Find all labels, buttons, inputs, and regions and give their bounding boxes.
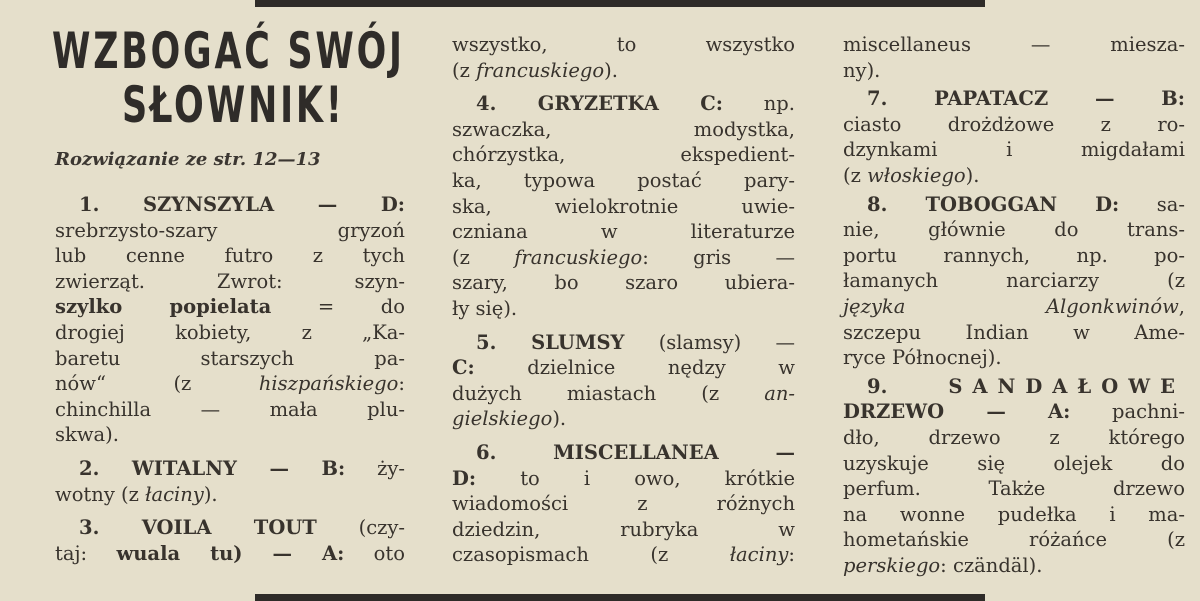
text-run: uzyskuje się olejek do [843, 451, 1185, 475]
text-line [843, 374, 1185, 400]
text-run: szwaczka, modystka, [452, 117, 795, 141]
text-line [843, 553, 1185, 579]
text-run: to i owo, krótkie [476, 466, 795, 490]
text-run: : [788, 543, 795, 567]
text-line [452, 381, 795, 407]
bold-term: 8. TOBOGGAN D: [867, 192, 1120, 216]
entry-paragraph [843, 192, 1185, 371]
text-run: dło, drzewo z którego [843, 425, 1185, 449]
italic-run: łaciny [729, 543, 789, 567]
text-line [452, 542, 795, 568]
text-run: : gris — [642, 245, 795, 269]
text-run: (z [452, 245, 515, 269]
text-line [452, 219, 795, 245]
bold-term: 4. GRYZETKA C: [476, 92, 723, 116]
bold-term: DRZEWO — A: [843, 400, 1071, 424]
entry-paragraph [843, 32, 1185, 83]
text-line [55, 422, 405, 448]
text-line [452, 330, 795, 356]
text-line [843, 320, 1185, 346]
text-run: : czändäl). [940, 553, 1043, 577]
entry-paragraph [452, 440, 795, 568]
text-run: dzynkami i migdałami [843, 138, 1185, 162]
entry-paragraph [452, 330, 795, 432]
entry-paragraph [843, 86, 1185, 188]
text-line [843, 502, 1185, 528]
text-line [843, 86, 1185, 112]
text-run: (z [843, 163, 868, 187]
text-line [452, 58, 795, 84]
text-run: oto [344, 541, 406, 565]
text-line [55, 371, 405, 397]
text-run: , [1178, 294, 1185, 318]
text-line [843, 137, 1185, 163]
italic-run: an- [764, 381, 795, 405]
text-line [452, 142, 795, 168]
text-line [843, 476, 1185, 502]
bold-term: 5. SLUMSY [476, 330, 625, 354]
text-run: baretu starszych pa- [55, 346, 405, 370]
text-line [843, 217, 1185, 243]
text-line [55, 218, 405, 244]
text-line [55, 482, 405, 508]
text-column-3 [843, 32, 1185, 578]
text-line [452, 168, 795, 194]
text-line [55, 294, 405, 320]
text-run: portu rannych, np. po- [843, 243, 1185, 267]
text-line [843, 268, 1185, 294]
bold-term: 2. WITALNY — B: [79, 456, 346, 480]
text-line [843, 58, 1185, 84]
text-column-1 [55, 192, 405, 566]
italic-run: łaciny [145, 482, 204, 506]
italic-run: języka Algonkwinów [843, 294, 1179, 318]
text-run: pachni- [1070, 400, 1185, 424]
bold-term: 7. PAPATACZ — B: [867, 87, 1185, 111]
text-line [452, 491, 795, 517]
text-run: zwierząt. Zwrot: szyn- [55, 269, 405, 293]
text-run: czniana w literaturze [452, 220, 795, 244]
entry-paragraph [55, 515, 405, 566]
text-run: ). [965, 163, 980, 187]
text-run: dziedzin, rubryka w [452, 517, 795, 541]
bold-term: wuala tu) — A: [116, 541, 345, 565]
text-run: (z [452, 58, 477, 82]
italic-run: gielskiego [452, 407, 553, 431]
text-run: ryce Północnej). [843, 346, 1002, 370]
text-run: nie, głównie do trans- [843, 218, 1185, 242]
text-run: ka, typowa postać pary- [452, 168, 795, 192]
text-line [452, 296, 795, 322]
text-line [55, 192, 405, 218]
bold-term: 9. [867, 374, 949, 398]
text-run: ciasto drożdżowe z ro- [843, 112, 1185, 136]
headline-line-2: SŁOWNIK! [122, 76, 345, 134]
text-run: skwa). [55, 423, 119, 447]
text-run: wiadomości z różnych [452, 492, 795, 516]
text-run: (czy- [316, 516, 406, 540]
text-line [452, 194, 795, 220]
text-run: sa- [1119, 192, 1185, 216]
text-column-2 [452, 32, 795, 568]
text-line [843, 163, 1185, 189]
text-run: ska, wielokrotnie uwie- [452, 194, 795, 218]
text-run: czasopismach (z [452, 543, 730, 567]
text-run: chórzystka, ekspedient- [452, 143, 795, 167]
text-run: na wonne pudełka i ma- [843, 502, 1185, 526]
italic-run: hiszpańskiego [258, 372, 399, 396]
entry-paragraph [452, 91, 795, 321]
text-line [843, 294, 1185, 320]
text-line [55, 243, 405, 269]
entry-paragraph [843, 374, 1185, 579]
entry-paragraph [55, 456, 405, 507]
text-run: nów“ (z [55, 372, 259, 396]
bold-term: C: [452, 356, 475, 380]
text-run: dzielnice nędzy w [474, 356, 795, 380]
text-line [452, 32, 795, 58]
italic-run: francuskiego [476, 58, 605, 82]
text-run: łamanych narciarzy (z [843, 269, 1185, 293]
text-line [55, 515, 405, 541]
bold-term: SANDAŁOWE [948, 374, 1185, 398]
subtitle: Rozwiązanie ze str. 12—13 [55, 149, 321, 170]
italic-run: włoskiego [867, 163, 966, 187]
text-line [843, 399, 1185, 425]
text-line [843, 112, 1185, 138]
text-run: lub cenne futro z tych [55, 244, 405, 268]
text-line [55, 269, 405, 295]
text-line [843, 527, 1185, 553]
text-line [452, 117, 795, 143]
text-line [843, 345, 1185, 371]
bold-term: 3. VOILA TOUT [79, 516, 317, 540]
text-run: hometańskie różańce (z [843, 528, 1185, 552]
bold-term: 1. SZYNSZYLA — D: [79, 193, 405, 216]
bold-term: D: [452, 466, 477, 490]
text-run: ny). [843, 58, 881, 82]
italic-run: perskiego [843, 553, 941, 577]
text-run: ). [203, 482, 218, 506]
text-run: drogiej kobiety, z „Ka- [55, 320, 405, 344]
text-run: srebrzysto-szary gryzoń [55, 218, 405, 242]
text-run: ży- [345, 456, 405, 480]
text-line [452, 440, 795, 466]
text-line [843, 243, 1185, 269]
text-line [452, 270, 795, 296]
bold-term: szylko popielata [55, 295, 272, 319]
text-line [843, 425, 1185, 451]
text-run: : [398, 372, 405, 396]
text-line [452, 517, 795, 543]
text-line [55, 346, 405, 372]
text-run: np. [722, 92, 795, 116]
text-run: szczepu Indian w Ame- [843, 320, 1185, 344]
text-line [843, 192, 1185, 218]
text-line [55, 456, 405, 482]
bold-term: 6. MISCELLANEA — [476, 440, 795, 464]
text-run: chinchilla — mała plu- [55, 397, 405, 421]
text-line [452, 91, 795, 117]
text-line [452, 466, 795, 492]
text-run: taj: [55, 541, 117, 565]
text-run: szary, bo szaro ubiera- [452, 271, 795, 295]
text-line [452, 245, 795, 271]
italic-run: francuskiego [514, 245, 643, 269]
text-run: ). [604, 58, 618, 82]
text-run: wszystko, to wszystko [452, 33, 795, 56]
entry-paragraph [55, 192, 405, 448]
text-run: ły się). [452, 296, 518, 320]
text-run: wotny (z [55, 482, 146, 506]
top-rule [255, 0, 985, 7]
text-run: (slamsy) — [624, 330, 796, 354]
text-line [452, 406, 795, 432]
text-line [55, 397, 405, 423]
text-run: perfum. Także drzewo [843, 477, 1185, 501]
text-line [843, 32, 1185, 58]
headline-line-1: WZBOGAĆ SWÓJ [52, 22, 405, 80]
text-line [843, 451, 1185, 477]
text-run: = do [271, 295, 405, 319]
text-line [452, 355, 795, 381]
text-run: miscellaneus — miesza- [843, 33, 1185, 56]
text-run: ). [552, 407, 567, 431]
text-run: dużych miastach (z [452, 381, 765, 405]
text-line [55, 320, 405, 346]
text-line [55, 541, 405, 567]
entry-paragraph [452, 32, 795, 83]
